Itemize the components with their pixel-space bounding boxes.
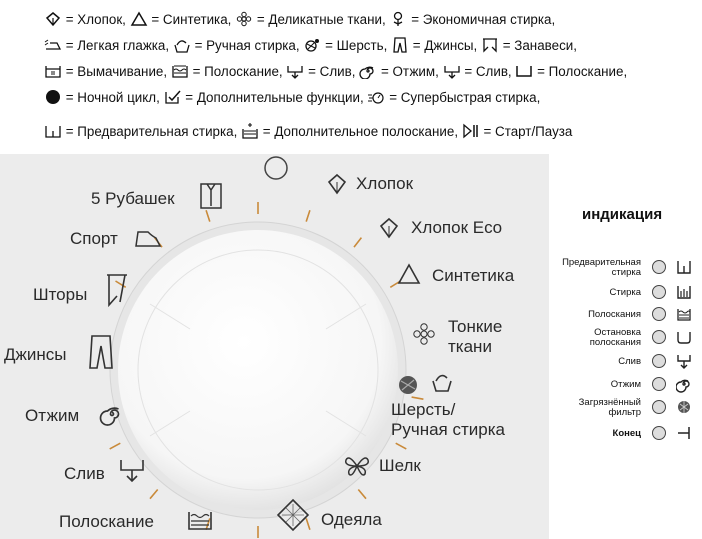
indicator-led [652, 260, 666, 274]
cotton-icon [44, 10, 62, 26]
legend-line-2 [44, 33, 577, 59]
duvet-icon [276, 498, 310, 537]
indicator-led [652, 330, 666, 344]
delicate-icon [235, 10, 253, 26]
indication-row [546, 328, 696, 350]
extra-rinse-icon [241, 122, 259, 138]
program-wool-line2: Ручная стирка [391, 420, 505, 439]
legend-text: = Слив, [308, 64, 356, 79]
extra-functions-icon [164, 88, 182, 104]
indication-label: Слив [618, 356, 641, 367]
soak-icon [44, 62, 62, 78]
program-shirts: 5 Рубашек [91, 189, 175, 208]
synthetics-icon [130, 10, 148, 26]
indication-label: Конец [612, 428, 641, 439]
indication-row [546, 258, 696, 280]
indication-row [546, 283, 696, 305]
prewash-icon [44, 122, 62, 138]
legend-line-5 [44, 119, 572, 145]
indication-row [546, 398, 696, 420]
program-jeans: Джинсы [4, 345, 67, 364]
drain-icon [118, 456, 146, 489]
program-delicate-line2: ткани [448, 337, 492, 356]
indication-label: Отжим [610, 379, 641, 390]
legend-text: = Предварительная стирка, [65, 124, 238, 139]
spin-icon [359, 62, 377, 78]
indicator-led [652, 426, 666, 440]
spin-icon [676, 375, 692, 393]
silk-icon [343, 454, 371, 483]
control-panel [0, 154, 549, 539]
legend-text: = Старт/Пауза [483, 124, 573, 139]
wool-icon [396, 372, 424, 401]
indication-label: Загрязнённый фильтр [578, 397, 641, 418]
program-spin: Отжим [25, 406, 80, 425]
legend-text: = Супербыстрая стирка, [389, 90, 541, 105]
legend-text: = Синтетика, [151, 12, 232, 27]
indicator-led [652, 307, 666, 321]
legend-text: = Ночной цикл, [65, 90, 160, 105]
rinse-tub-icon [515, 62, 533, 78]
legend-text: = Дополнительные функции, [185, 90, 364, 105]
program-synthetics: Синтетика [432, 266, 515, 285]
wash-icon [676, 283, 692, 301]
indicator-led [652, 354, 666, 368]
wool-icon [303, 36, 321, 52]
night-cycle-icon [44, 88, 62, 104]
dial-tick [110, 443, 121, 449]
program-duvet: Одеяла [321, 510, 382, 529]
dial-tick [306, 210, 310, 221]
hand-wash-icon [173, 36, 191, 52]
legend-line-4 [44, 85, 540, 111]
spin-icon [98, 400, 126, 433]
program-sport: Спорт [70, 229, 118, 248]
cotton-eco-icon [377, 216, 401, 245]
drain-icon [443, 62, 461, 78]
rinse-icon [186, 508, 214, 537]
super-quick-icon [367, 88, 385, 104]
dial-tick [354, 238, 361, 248]
filter-icon [676, 398, 692, 416]
indication-label: Предварительная стирка [562, 257, 641, 278]
indication-label: Остановка полоскания [589, 327, 641, 348]
indication-row [546, 424, 696, 446]
indication-row [546, 375, 696, 397]
program-cotton-eco: Хлопок Eco [411, 218, 503, 237]
legend-text: = Экономичная стирка, [411, 12, 556, 27]
program-rinse: Полоскание [59, 512, 154, 531]
cotton-icon [325, 172, 349, 201]
legend-text: = Легкая глажка, [65, 38, 170, 53]
rinse-icon [171, 62, 189, 78]
indicator-led [652, 400, 666, 414]
legend-text: = Отжим, [380, 64, 439, 79]
hand-wash-icon [430, 370, 454, 399]
dial-tick [150, 490, 158, 499]
easy-iron-icon [44, 36, 62, 52]
legend-line-1 [44, 7, 555, 33]
synthetics-icon [396, 262, 422, 291]
end-icon [676, 424, 692, 442]
legend-text: = Деликатные ткани, [256, 12, 386, 27]
program-delicate-line1: Тонкие [448, 317, 503, 336]
indication-row [546, 352, 696, 374]
jeans-icon [88, 334, 114, 375]
start-pause-icon [462, 122, 480, 138]
program-curtains: Шторы [33, 285, 88, 304]
indicator-led [652, 377, 666, 391]
indication-title: индикация [582, 206, 663, 223]
economy-icon [389, 10, 407, 26]
drain-icon [286, 62, 304, 78]
rinse-icon [676, 305, 692, 323]
legend-text: = Хлопок, [65, 12, 126, 27]
legend-text: = Ручная стирка, [194, 38, 300, 53]
rinse-hold-icon [676, 328, 692, 346]
indication-label: Полоскания [588, 309, 641, 320]
legend-text: = Полоскание, [537, 64, 628, 79]
legend-text: = Дополнительное полоскание, [262, 124, 459, 139]
indicator-led [652, 285, 666, 299]
program-silk: Шелк [379, 456, 421, 475]
delicate-icon [412, 322, 436, 351]
program-wool-line1: Шерсть/ [391, 400, 456, 419]
legend-text: = Джинсы, [412, 38, 478, 53]
curtains-icon [481, 36, 499, 52]
prewash-icon [676, 258, 692, 276]
legend-text: = Слив, [464, 64, 512, 79]
dial-indicator-dot [265, 157, 287, 179]
legend-text: = Вымачивание, [65, 64, 168, 79]
drain-icon [676, 352, 692, 370]
legend-line-3 [44, 59, 627, 85]
dial-tick [358, 490, 366, 499]
program-drain: Слив [64, 464, 105, 483]
jeans-icon [391, 36, 409, 52]
sport-icon [134, 228, 162, 255]
shirt-icon [198, 180, 224, 215]
indication-row [546, 305, 696, 327]
legend-text: = Полоскание, [192, 64, 283, 79]
dial-tick [396, 443, 407, 449]
legend-text: = Занавеси, [502, 38, 577, 53]
program-cotton: Хлопок [356, 174, 414, 193]
curtains-icon [104, 272, 130, 313]
legend-text: = Шерсть, [325, 38, 388, 53]
indication-label: Стирка [609, 287, 641, 298]
legend [0, 0, 702, 160]
